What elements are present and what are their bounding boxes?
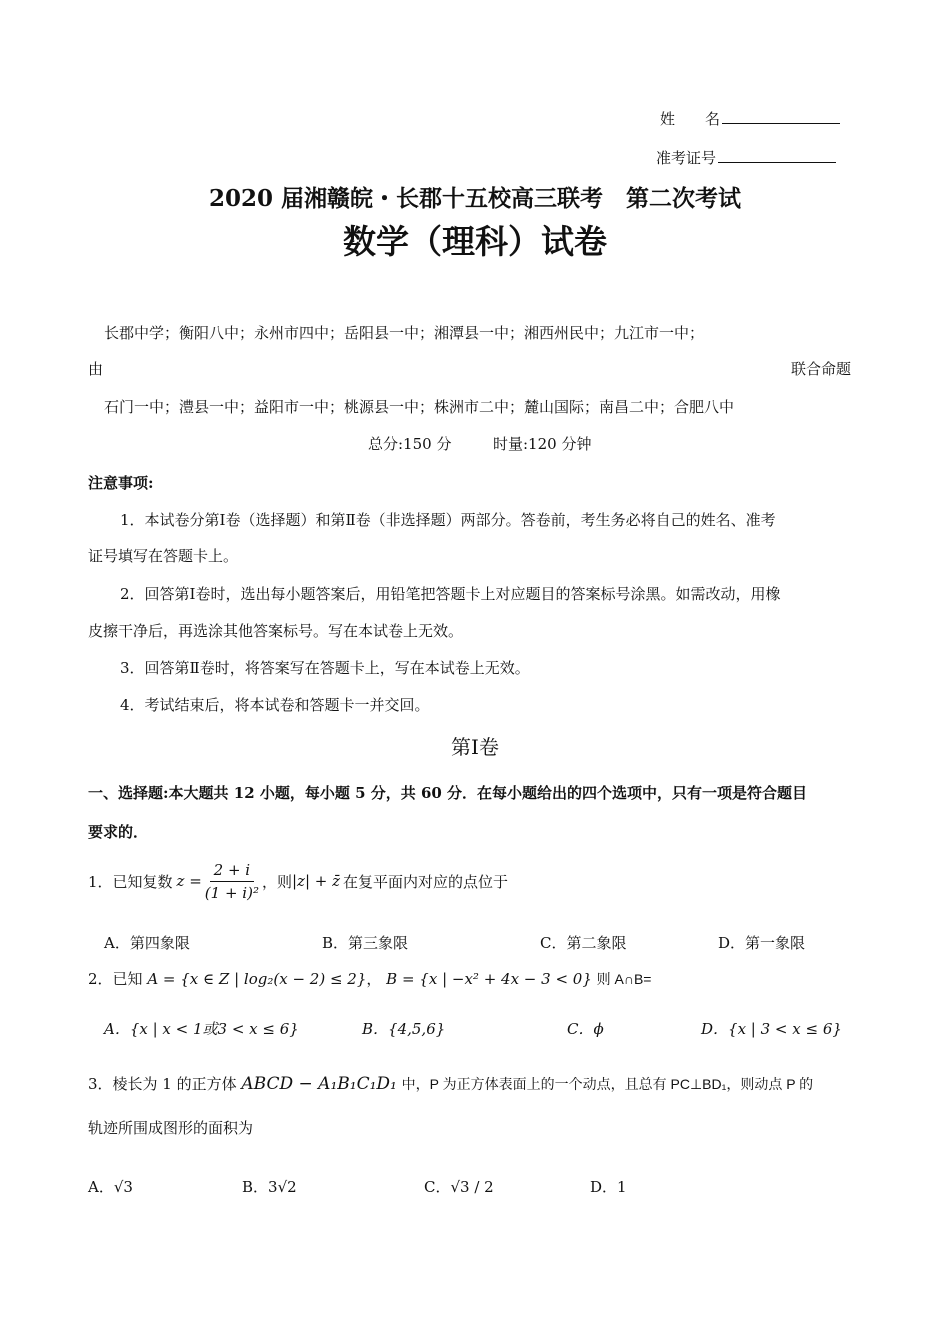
notice-item-1: 1．本试卷分第Ⅰ卷（选择题）和第Ⅱ卷（非选择题）两部分。答卷前，考生务必将自己的姓名、准考 [120,511,776,529]
id-label: 准考证号 [656,149,717,167]
q1-option-c[interactable]: C．第二象限 [540,934,627,952]
question-2 [88,968,651,989]
q2-option-c[interactable]: C．ϕ [567,1020,604,1038]
schools-by: 由 [88,360,104,378]
id-label-row [656,147,836,168]
exam-title: 2020 届湘赣皖・长郡十五校高三联考 第二次考试 [208,185,742,212]
q2-set-b: B = {x | −x² + 4x − 3 < 0} [386,970,592,988]
q1-mid: ，则 [261,872,292,891]
notice-item-1-cont: 证号填写在答题卡上。 [88,547,239,565]
q1-prefix: 1．已知复数 [88,872,173,891]
name-label: 姓 名 [660,110,721,128]
q1-expression: |z| + z̄ [291,872,341,890]
schools-row-1: 长郡中学；衡阳八中；永州市四中；岳阳县一中；湘潭县一中；湘西州民中；九江市一中； [104,324,705,342]
section-title: 第Ⅰ卷 [451,735,499,759]
q1-option-a[interactable]: A．第四象限 [104,934,190,952]
q1-option-d[interactable]: D．第一象限 [718,934,806,952]
q1-suffix: 在复平面内对应的点位于 [343,872,509,891]
schools-joint: 联合命题 [791,360,852,378]
q1-denominator: (1 + i)² [204,883,259,902]
q1-numerator: 2 + i [210,861,254,882]
time-limit: 时量:120 分钟 [493,435,592,453]
q2-option-b[interactable]: B．{4,5,6} [362,1020,446,1038]
q3-prefix: 3．棱长为 1 的正方体 [88,1075,237,1093]
q1-option-b[interactable]: B．第三象限 [322,934,409,952]
q3-option-d[interactable]: D．1 [590,1178,627,1196]
notice-heading: 注意事项: [88,474,154,492]
q3-cube: ABCD − A₁B₁C₁D₁ [241,1074,397,1094]
notice-item-2: 2．回答第Ⅰ卷时，选出每小题答案后，用铅笔把答题卡上对应题目的答案标号涂黑。如需改动，用橡 [120,585,781,603]
question-3-line-2: 轨迹所围成图形的面积为 [88,1119,254,1137]
q3-suffix: 中，P 为正方体表面上的一个动点，且总有 PC⊥BD₁，则动点 P 的 [401,1076,814,1092]
question-1 [88,855,508,907]
total-score: 总分:150 分 [368,435,452,453]
section-instructions-1: 一、选择题:本大题共 12 小题，每小题 5 分，共 60 分．在每小题给出的四个选项中，只有一项是符合题目 [88,784,808,802]
q2-suffix: 则 A∩B= [596,971,652,987]
section-instructions-2: 要求的． [88,823,149,841]
id-blank-line[interactable] [718,161,836,163]
notice-item-2-cont: 皮擦干净后，再选涂其他答案标号。写在本试卷上无效。 [88,622,464,640]
q2-prefix: 2．已知 [88,970,143,988]
question-3-line-1 [88,1073,813,1094]
q3-option-c[interactable]: C．√3 / 2 [424,1178,494,1196]
q2-set-a: A = {x ∈ Z | log₂(x − 2) ≤ 2} [147,970,367,988]
subject-title: 数学（理科）试卷 [343,222,607,261]
q2-option-d[interactable]: D．{x | 3 < x ≤ 6} [701,1020,842,1038]
q3-option-a[interactable]: A．√3 [88,1178,133,1196]
notice-item-3: 3．回答第Ⅱ卷时，将答案写在答题卡上，写在本试卷上无效。 [120,659,530,677]
name-label-row [660,108,840,129]
schools-row-2: 石门一中；澧县一中；益阳市一中；桃源县一中；株洲市二中；麓山国际；南昌二中；合肥八中 [104,398,735,416]
name-blank-line[interactable] [722,122,840,124]
q1-z-eq: z = [176,872,202,890]
notice-item-4: 4．考试结束后，将本试卷和答题卡一并交回。 [120,696,430,714]
q3-option-b[interactable]: B．3√2 [242,1178,297,1196]
q1-fraction [205,861,259,902]
q2-comma: ， [366,970,382,988]
q2-option-a[interactable]: A．{x | x < 1或3 < x ≤ 6} [104,1020,299,1038]
